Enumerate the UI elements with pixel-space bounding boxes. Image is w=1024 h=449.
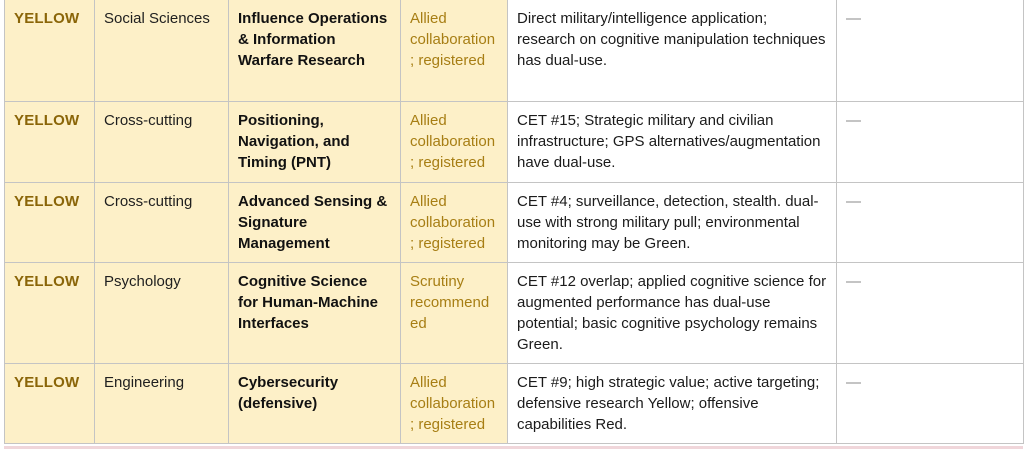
status-label: Allied collaboration ; registered: [410, 374, 496, 433]
area-label: Cross-cutting: [104, 112, 193, 129]
topic-cell: [229, 0, 401, 102]
empty-dash: —: [846, 374, 861, 391]
status-cell: [401, 364, 508, 444]
notes-cell: [508, 102, 837, 183]
rating-cell: [5, 183, 95, 263]
notes-text: CET #15; Strategic military and civilian infrastructure; GPS alternatives/augmentation have dual-use.: [517, 112, 821, 171]
empty-dash: —: [846, 112, 861, 129]
table-row: [5, 0, 1024, 102]
topic-cell: [229, 364, 401, 444]
table-row: [5, 183, 1024, 263]
empty-dash: —: [846, 10, 861, 27]
status-cell: [401, 183, 508, 263]
area-cell: [95, 263, 229, 364]
notes-text: CET #9; high strategic value; active targeting; defensive research Yellow; offensive capabilities Red.: [517, 374, 820, 433]
topic-label: Advanced Sensing & Signature Management: [238, 193, 388, 252]
table-row: [5, 364, 1024, 444]
area-label: Psychology: [104, 273, 181, 290]
status-cell: [401, 263, 508, 364]
status-cell: [401, 102, 508, 183]
empty-dash: —: [846, 273, 861, 290]
topic-cell: [229, 263, 401, 364]
rating-label: YELLOW: [14, 193, 80, 210]
notes-cell: [508, 0, 837, 102]
rating-cell: [5, 364, 95, 444]
topic-cell: [229, 183, 401, 263]
area-label: Social Sciences: [104, 10, 210, 27]
area-cell: [95, 0, 229, 102]
status-cell: [401, 0, 508, 102]
rating-label: YELLOW: [14, 374, 80, 391]
notes-text: CET #12 overlap; applied cognitive science for augmented performance has dual-use potential; basic cognitive psychology remains Green.: [517, 273, 827, 353]
status-label: Allied collaboration ; registered: [410, 112, 496, 171]
status-label: Allied collaboration ; registered: [410, 10, 496, 69]
extra-cell: [837, 102, 1024, 183]
notes-cell: [508, 263, 837, 364]
area-cell: [95, 102, 229, 183]
area-cell: [95, 364, 229, 444]
area-label: Cross-cutting: [104, 193, 193, 210]
area-label: Engineering: [104, 374, 185, 391]
notes-text: Direct military/intelligence application; research on cognitive manipulation techniques has dual-use.: [517, 10, 826, 69]
topic-label: Influence Operations & Information Warfare Research: [238, 10, 388, 69]
notes-text: CET #4; surveillance, detection, stealth. dual-use with strong military pull; environmental monitoring may be Green.: [517, 193, 819, 252]
rating-cell: [5, 263, 95, 364]
extra-cell: [837, 364, 1024, 444]
topic-label: Cybersecurity (defensive): [238, 374, 339, 412]
topic-cell: [229, 102, 401, 183]
extra-cell: [837, 183, 1024, 263]
notes-cell: [508, 364, 837, 444]
extra-cell: [837, 263, 1024, 364]
topic-label: Positioning, Navigation, and Timing (PNT): [238, 112, 350, 171]
rating-label: YELLOW: [14, 273, 80, 290]
rating-label: YELLOW: [14, 112, 80, 129]
rating-cell: [5, 102, 95, 183]
status-label: Scrutiny recommend ed: [410, 273, 490, 332]
topic-label: Cognitive Science for Human-Machine Interfaces: [238, 273, 379, 332]
rating-cell: [5, 0, 95, 102]
empty-dash: —: [846, 193, 861, 210]
classification-table: [4, 0, 1024, 444]
status-label: Allied collaboration ; registered: [410, 193, 496, 252]
table-row: [5, 102, 1024, 183]
area-cell: [95, 183, 229, 263]
table-row: [5, 263, 1024, 364]
notes-cell: [508, 183, 837, 263]
rating-label: YELLOW: [14, 10, 80, 27]
extra-cell: [837, 0, 1024, 102]
